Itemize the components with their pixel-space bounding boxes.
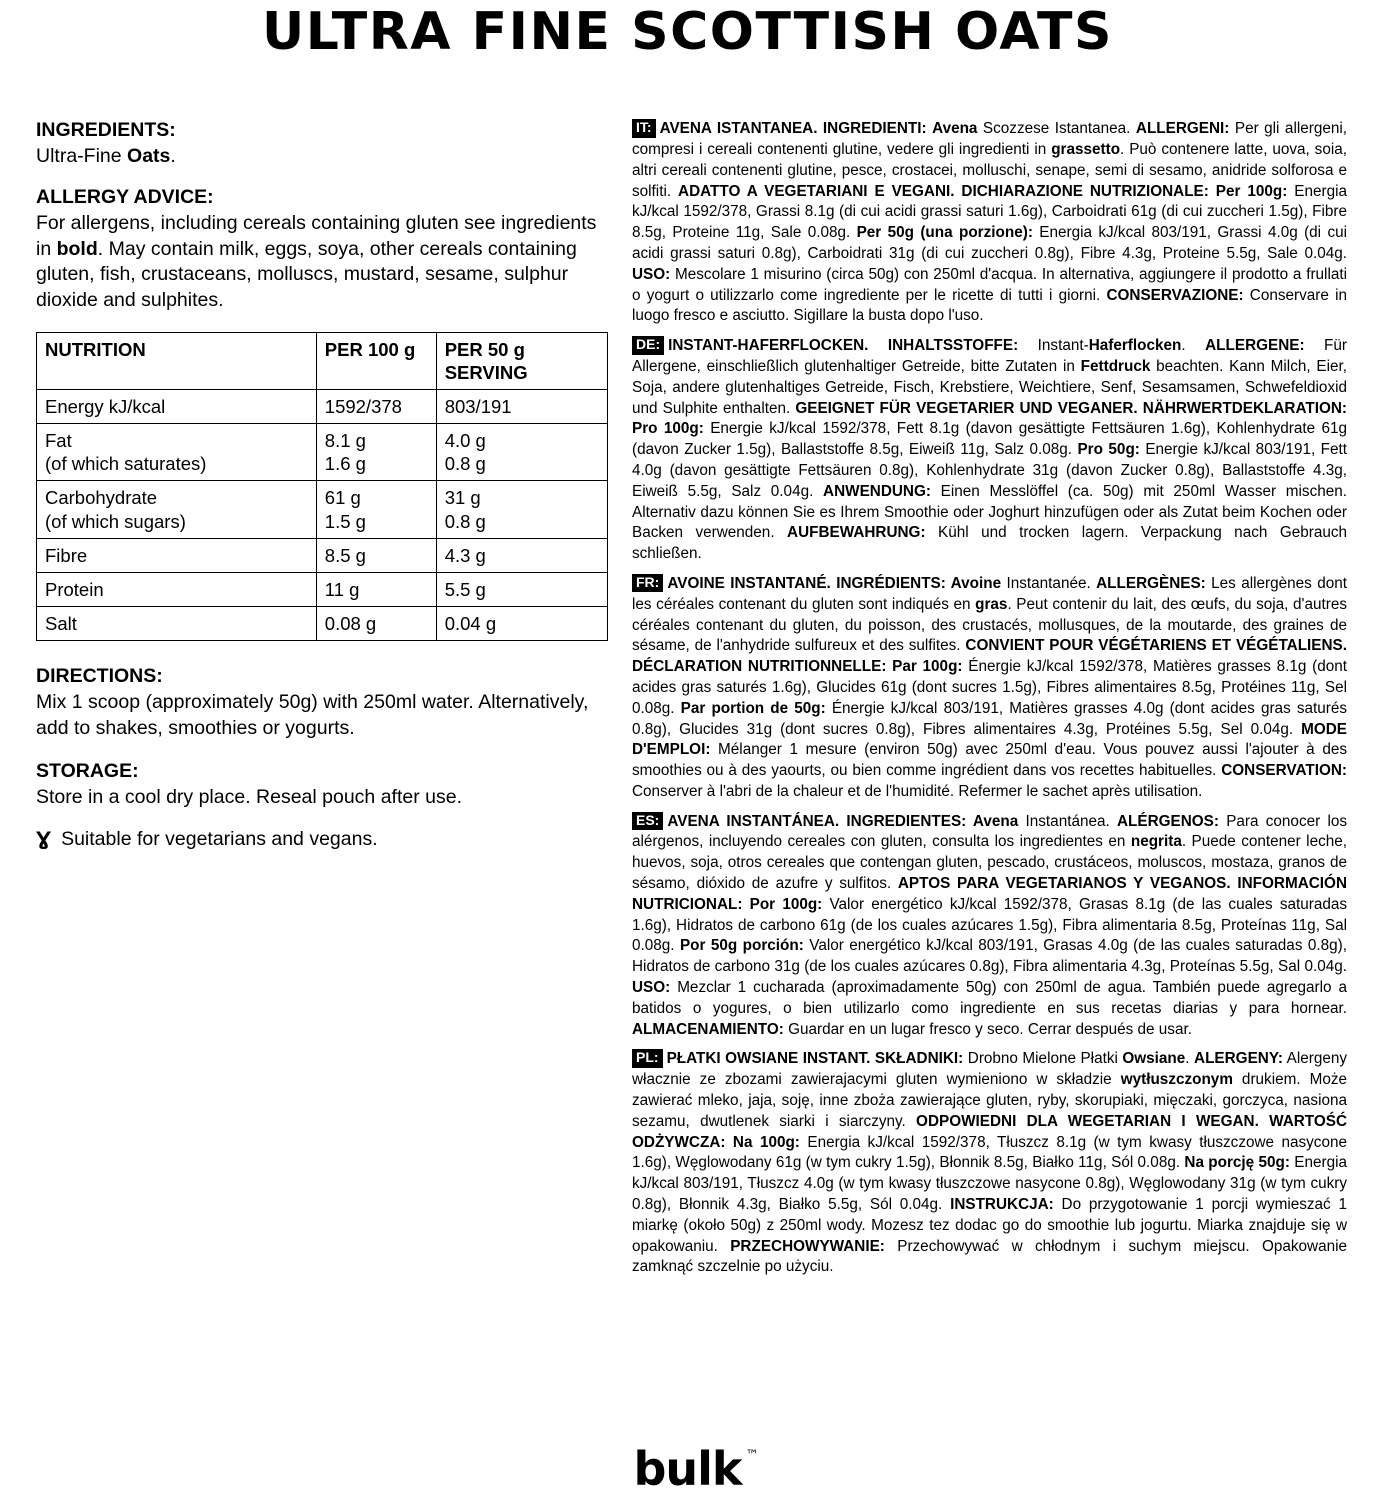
language-block-de xyxy=(632,336,1347,565)
table-row xyxy=(37,606,608,640)
language-block-fr xyxy=(632,574,1347,803)
row-per100-main: 61 g xyxy=(324,487,361,509)
row-per100-sub: 1.5 g xyxy=(324,510,366,532)
multilingual-column xyxy=(608,119,1347,1287)
language-block-es xyxy=(632,812,1347,1041)
language-block-pl xyxy=(632,1049,1347,1278)
row-label-sub: (of which sugars) xyxy=(45,510,186,532)
row-per50 xyxy=(436,424,607,481)
col-header-nutrition: NUTRITION xyxy=(37,332,317,389)
language-text-de: INSTANT-HAFERFLOCKEN. INHALTSSTOFFE: Instant-Haferflocken. ALLERGENE: Für Allergene, einschließlich glutenhaltiger Getreide, bitte Zutaten in Fettdruck beachten. Kann Milch, Eier, Soja, andere glutenhaltiges Getreide, Fisch, Krebstiere, Weichtiere, Senf, Sesamsamen, Schwefeldioxid und Sulphite enthalten. GEEIGNET FÜR VEGETARIER UND VEGANER. NÄHRWERTDEKLARATION: Pro 100g: Energie kJ/kcal 1592/378, Fett 8.1g (davon gesättigte Fettsäuren 1.6g), Kohlenhydrate 61g (davon Zucker 1.5g), Ballaststoffe 8.5g, Eiweiß 11g, Salz 0.08g. Pro 50g: Energie kJ/kcal 803/191, Fett 4.0g (davon gesättigte Fettsäuren 0.8g), Kohlenhydrate 31g (davon Zucker 0.8g), Ballaststoffe 4.3g, Eiweiß 5.5g, Salz 0.04g. ANWENDUNG: Einen Messlöffel (ca. 50g) mit 250ml Wasser mischen. Alternativ dazu können Sie es Ihrem Smoothie oder Joghurt hinzufügen oder als Zutat beim Kochen oder Backen verwenden. AUFBEWAHRUNG: Kühl und trocken lagern. Verpackung nach Gebrauch schließen. xyxy=(632,337,1348,563)
brand-name: bulk xyxy=(633,1442,742,1496)
row-per100-main: 8.5 g xyxy=(324,544,366,566)
vegetarian-note xyxy=(36,828,608,851)
ingredients-heading: INGREDIENTS: xyxy=(36,119,176,142)
row-per50 xyxy=(436,606,607,640)
table-row xyxy=(37,572,608,606)
ingredients-text xyxy=(36,144,608,170)
allergy-heading: ALLERGY ADVICE: xyxy=(36,185,214,208)
page-title: ULTRA FINE SCOTTISH OATS xyxy=(262,2,1113,62)
language-tag-es: ES: xyxy=(632,812,663,830)
row-label-main: Fibre xyxy=(45,544,88,566)
vegetarian-icon: Ɣ xyxy=(36,828,52,851)
vegetarian-label: Suitable for vegetarians and vegans. xyxy=(61,828,378,851)
content-columns xyxy=(28,119,1347,1287)
ingredients-suffix: . xyxy=(170,145,176,168)
col-header-per100: PER 100 g xyxy=(316,332,436,389)
brand-logo xyxy=(633,1442,758,1496)
allergy-text-part1: For allergens, including cereals containing gluten see ingredients in xyxy=(36,211,597,260)
language-text-pl: PŁATKI OWSIANE INSTANT. SKŁADNIKI: Drobno Mielone Płatki Owsiane. ALERGENY: Alergeny włacznie ze zbozami zawierajacymi gluten wymieniono w składzie wytłuszczonym drukiem. Może zawierać mleko, jaja, soję, inne zboża zawierające gluten, ryby, skorupiaki, mięczaki, gorczyca, nasiona sezamu, dwutlenek siarki i siarczyny. ODPOWIEDNI DLA WEGETARIAN I WEGAN. WARTOŚĆ ODŻYWCZA: Na 100g: Energia kJ/kcal 1592/378, Tłuszcz 8.1g (w tym kwasy tłuszczowe nasycone 1.6g), Węglowodany 61g (w tym cukry 1.5g), Błonnik 8.5g, Białko 11g, Sól 0.08g. Na porcję 50g: Energia kJ/kcal 803/191, Tłuszcz 4.0g (w tym kwasy tłuszczowe nasycone 0.8g), Węglowodany 31g (w tym cukry 0.8g), Błonnik 4.3g, Białko 5.5g, Sól 0.04g. INSTRUKCJA: Do przygotowanie 1 porcji wymieszać 1 miarkę (około 50g) z 250ml wody. Mozesz tez dodac go do smoothie lub jogurtu. Miarka znajduje się w opakowaniu. PRZECHOWYWANIE: Przechowywać w chłodnym i suchym miejscu. Opakowanie zamknąć szczelnie po użyciu. xyxy=(632,1050,1348,1276)
row-per50-main: 4.3 g xyxy=(444,544,486,566)
row-per100-main: 1592/378 xyxy=(324,396,402,418)
ingredients-bold: Oats xyxy=(127,145,171,168)
row-per50 xyxy=(436,390,607,424)
label-page xyxy=(0,4,1375,1504)
row-per50 xyxy=(436,481,607,538)
row-per50-sub: 0.8 g xyxy=(444,453,486,475)
allergy-bold: bold xyxy=(56,237,98,260)
language-tag-it: IT: xyxy=(632,119,656,137)
directions-heading: DIRECTIONS: xyxy=(36,665,163,688)
table-row xyxy=(37,481,608,538)
language-block-it xyxy=(632,119,1347,327)
table-row xyxy=(37,424,608,481)
row-per100-main: 8.1 g xyxy=(324,430,366,452)
row-per100-main: 0.08 g xyxy=(324,612,377,634)
storage-text: Store in a cool dry place. Reseal pouch after use. xyxy=(36,785,462,808)
row-label-main: Energy kJ/kcal xyxy=(45,396,166,418)
allergy-text-part2: . May contain milk, eggs, soya, other cereals containing gluten, fish, crustaceans, molluscs, mustard, sesame, sulphur dioxide and sulphites. xyxy=(36,237,577,312)
row-per50-main: 5.5 g xyxy=(444,578,486,600)
row-label-main: Salt xyxy=(45,612,77,634)
row-per100 xyxy=(316,538,436,572)
row-label-main: Carbohydrate xyxy=(45,487,158,509)
row-label xyxy=(37,390,317,424)
col-header-per50: PER 50 g SERVING xyxy=(436,332,607,389)
table-header-row xyxy=(37,332,608,389)
row-label-main: Protein xyxy=(45,578,104,600)
row-label xyxy=(37,538,317,572)
row-label xyxy=(37,606,317,640)
row-label-sub: (of which saturates) xyxy=(45,453,207,475)
trademark-mark: ™ xyxy=(745,1448,758,1463)
row-per50-main: 4.0 g xyxy=(444,430,486,452)
row-per100 xyxy=(316,424,436,481)
english-column xyxy=(28,119,608,851)
nutrition-table xyxy=(36,332,608,641)
table-row xyxy=(37,538,608,572)
allergy-text xyxy=(36,211,608,314)
row-per50-main: 31 g xyxy=(444,487,481,509)
row-per50 xyxy=(436,572,607,606)
storage-heading: STORAGE: xyxy=(36,759,139,782)
footer xyxy=(0,1442,1375,1496)
row-label-main: Fat xyxy=(45,430,72,452)
row-label xyxy=(37,572,317,606)
directions-text: Mix 1 scoop (approximately 50g) with 250ml water. Alternatively, add to shakes, smoothies or yogurts. xyxy=(36,691,589,739)
row-per50-main: 803/191 xyxy=(444,396,512,418)
row-per50-sub: 0.8 g xyxy=(444,510,486,532)
language-text-it: AVENA ISTANTANEA. INGREDIENTI: Avena Scozzese Istantanea. ALLERGENI: Per gli allergeni, compresi i cereali contenenti glutine, vedere gli ingredienti in grassetto. Può contenere latte, uova, soia, altri cereali contenenti glutine, pesce, crostacei, molluschi, senape, semi di sesamo, anidride solforosa e solfiti. ADATTO A VEGETARIANI E VEGANI. DICHIARAZIONE NUTRIZIONALE: Per 100g: Energia kJ/kcal 1592/378, Grassi 8.1g (di cui acidi grassi saturi 1.6g), Carboidrati 61g (di cui zuccheri 1.5g), Fibre 8.5g, Proteine 11g, Sale 0.08g. Per 50g (una porzione): Energia kJ/kcal 803/191, Grassi 4.0g (di cui acidi grassi saturi 0.8g), Carboidrati 31g (di cui zuccheri 0.8g), Fibre 4.3g, Proteine 5.5g, Sale 0.04g. USO: Mescolare 1 misurino (circa 50g) con 250ml d'acqua. In alternativa, aggiungere il prodotto a frullati o yogurt o utilizzarlo come ingrediente per le ricette di tutti i giorni. CONSERVAZIONE: Conservare in luogo fresco e asciutto. Sigillare la busta dopo l'uso. xyxy=(632,120,1348,325)
row-label xyxy=(37,424,317,481)
row-per100 xyxy=(316,606,436,640)
row-per50-main: 0.04 g xyxy=(444,612,497,634)
language-tag-de: DE: xyxy=(632,336,664,354)
row-per100 xyxy=(316,572,436,606)
row-per100-sub: 1.6 g xyxy=(324,453,366,475)
language-text-es: AVENA INSTANTÁNEA. INGREDIENTES: Avena Instantánea. ALÉRGENOS: Para conocer los alérgenos, incluyendo cereales con gluten, consulta los ingredientes en negrita. Puede contener leche, huevos, soja, otros cereales que contengan gluten, pescado, crustáceos, moluscos, mostaza, granos de sésamo, dióxido de azufre y sulfitos. APTOS PARA VEGETARIANOS Y VEGANOS. INFORMACIÓN NUTRICIONAL: Por 100g: Valor energético kJ/kcal 1592/378, Grasas 8.1g (de las cuales saturadas 1.6g), Hidratos de carbono 61g (de los cuales azúcares 1.5g), Fibra alimentaria 8.5g, Proteínas 11g, Sal 0.08g. Por 50g porción: Valor energético kJ/kcal 803/191, Grasas 4.0g (de las cuales saturadas 0.8g), Hidratos de carbono 31g (de los cuales azúcares 0.8g), Fibra alimentaria 4.3g, Proteínas 5.5g, Sal 0.04g. USO: Mezclar 1 cucharada (aproximadamente 50g) con 250ml de agua. También puede agregarlo a batidos o yogures, o bien utilizarlo como ingrediente en sus recetas diarias y para hornear. ALMACENAMIENTO: Guardar en un lugar fresco y seco. Cerrar después de usar. xyxy=(632,812,1348,1038)
ingredients-prefix: Ultra-Fine xyxy=(36,145,128,168)
language-tag-pl: PL: xyxy=(632,1049,663,1067)
language-text-fr: AVOINE INSTANTANÉ. INGRÉDIENTS: Avoine Instantanée. ALLERGÈNES: Les allergènes dont les céréales contenant du gluten sont indiqués en gras. Peut contenir du lait, des œufs, du soja, d'autres céréales contenant du gluten, du poisson, des crustacés, mollusques, de la moutarde, des graines de sésame, de l'anhydride sulfureux et des sulfites. CONVIENT POUR VÉGÉTARIENS ET VÉGÉTALIENS. DÉCLARATION NUTRITIONNELLE: Par 100g: Énergie kJ/kcal 1592/378, Matières grasses 8.1g (dont acides gras saturés 1.6g), Glucides 61g (dont sucres 1.5g), Fibres alimentaires 8.5g, Protéines 11g, Sel 0.08g. Par portion de 50g: Énergie kJ/kcal 803/191, Matières grasses 4.0g (dont acides gras saturés 0.8g), Glucides 31g (dont sucres 0.8g), Fibres alimentaires 4.3g, Protéines 5.5g, Sel 0.04g. MODE D'EMPLOI: Mélanger 1 mesure (environ 50g) avec 250ml d'eau. Vous pouvez aussi l'ajouter à des smoothies ou à des yaourts, ou bien comme ingrédient dans vos recettes habituelles. CONSERVATION: Conserver à l'abri de la chaleur et de l'humidité. Refermer le sachet après utilisation. xyxy=(632,574,1348,800)
language-tag-fr: FR: xyxy=(632,574,663,592)
row-label xyxy=(37,481,317,538)
row-per100 xyxy=(316,481,436,538)
row-per50 xyxy=(436,538,607,572)
row-per100 xyxy=(316,390,436,424)
row-per100-main: 11 g xyxy=(324,578,360,600)
table-row xyxy=(37,390,608,424)
